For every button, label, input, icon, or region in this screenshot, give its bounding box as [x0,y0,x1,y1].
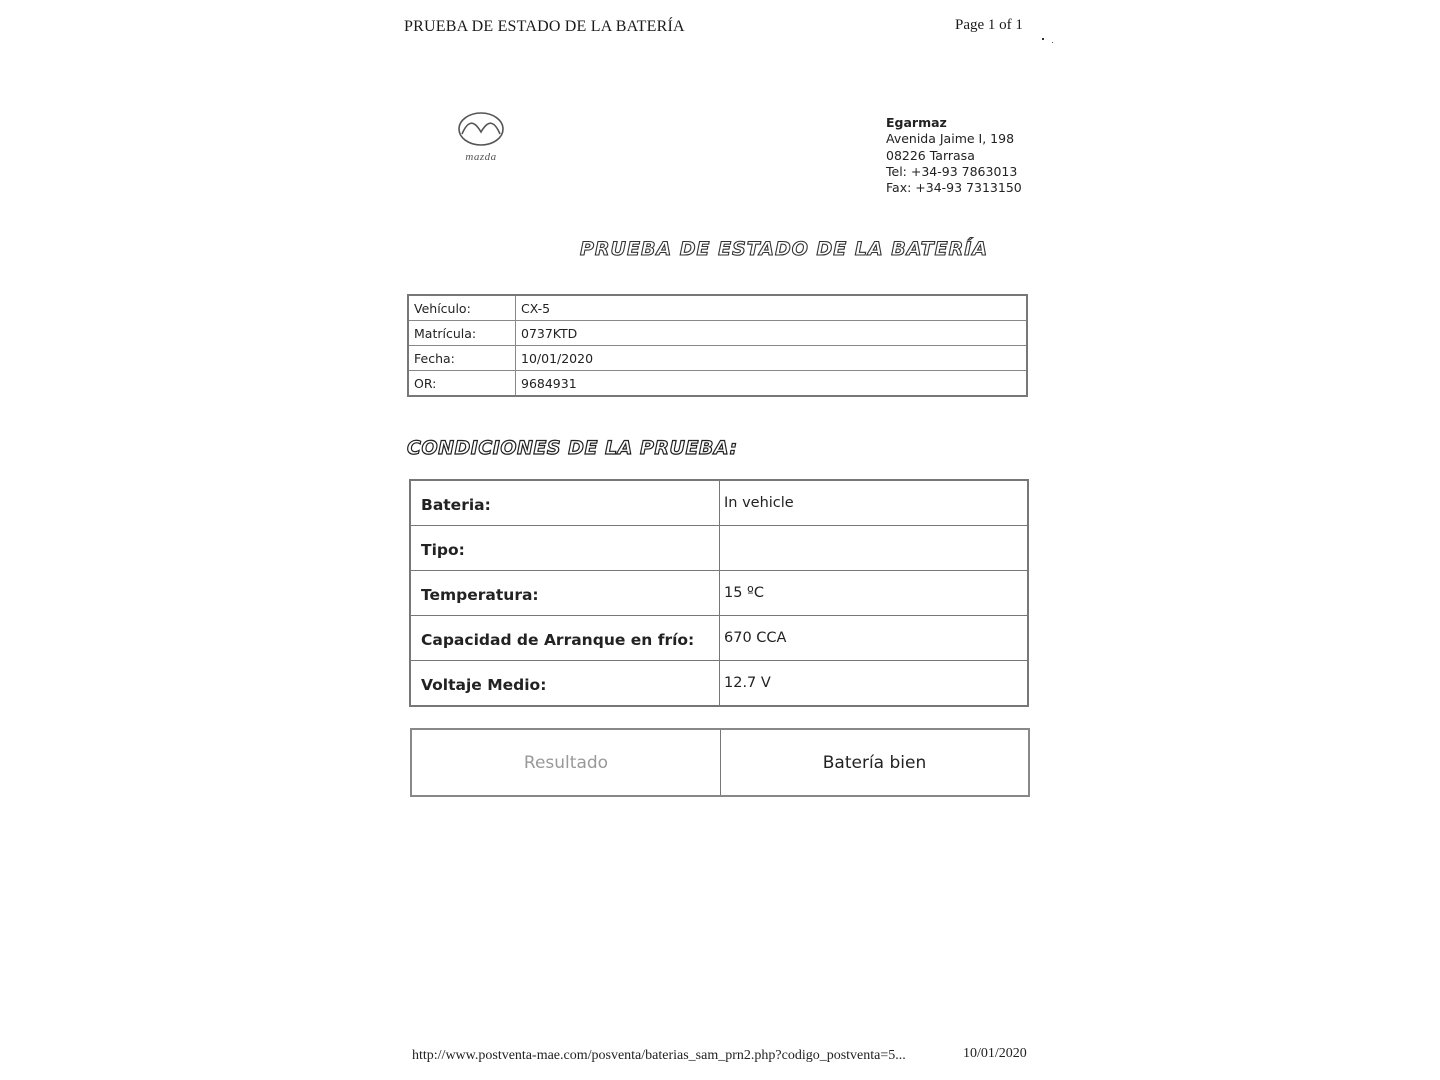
mazda-logo-icon [452,110,510,150]
dealer-phone: Tel: +34-93 7863013 [886,163,1018,179]
table-row [408,321,1027,346]
table-row [408,371,1027,397]
header-title: PRUEBA DE ESTADO DE LA BATERÍA [404,18,685,35]
table-row [408,346,1027,371]
info-label: Matrícula: [408,321,516,346]
condition-value: In vehicle [720,480,1029,526]
table-row [410,661,1028,707]
table-row [410,616,1028,661]
footer-url: http://www.postventa-mae.com/posventa/baterias_sam_prn2.php?codigo_postventa=5... [412,1048,906,1063]
condition-value: 12.7 V [720,661,1029,707]
page-number: Page 1 of 1 [955,17,1023,33]
condition-label: Bateria: [410,480,720,526]
dealer-city: 08226 Tarrasa [886,147,975,163]
conditions-heading: CONDICIONES DE LA PRUEBA: [407,437,738,459]
table-row [410,480,1028,526]
scan-speck [1052,42,1053,43]
dealer-address-block [886,115,1022,196]
result-label: Resultado [411,729,721,796]
logo-text: mazda [465,151,497,163]
table-row [410,526,1028,571]
condition-value [720,526,1029,571]
condition-label: Voltaje Medio: [410,661,720,707]
condition-value: 15 ºC [720,571,1029,616]
table-row [411,729,1029,796]
dealer-fax: Fax: +34-93 7313150 [886,180,1022,196]
dealer-name: Egarmaz [886,115,947,130]
dealer-street: Avenida Jaime I, 198 [886,131,1015,147]
conditions-table [409,479,1029,707]
vehicle-info-table [407,294,1028,397]
brand-logo [452,110,512,166]
info-label: Fecha: [408,346,516,371]
condition-label: Temperatura: [410,571,720,616]
table-row [408,295,1027,321]
condition-value: 670 CCA [720,616,1029,661]
result-value: Batería bien [721,729,1030,796]
info-value: 0737KTD [516,321,1028,346]
condition-label: Capacidad de Arranque en frío: [410,616,720,661]
scan-speck [1042,38,1044,40]
table-row [410,571,1028,616]
info-value: 9684931 [516,371,1028,397]
info-label: Vehículo: [408,295,516,321]
info-value: 10/01/2020 [516,346,1028,371]
info-value: CX-5 [516,295,1028,321]
document-title: PRUEBA DE ESTADO DE LA BATERÍA [580,238,989,260]
footer-date: 10/01/2020 [963,1046,1027,1061]
result-table [410,728,1030,797]
condition-label: Tipo: [410,526,720,571]
info-label: OR: [408,371,516,397]
